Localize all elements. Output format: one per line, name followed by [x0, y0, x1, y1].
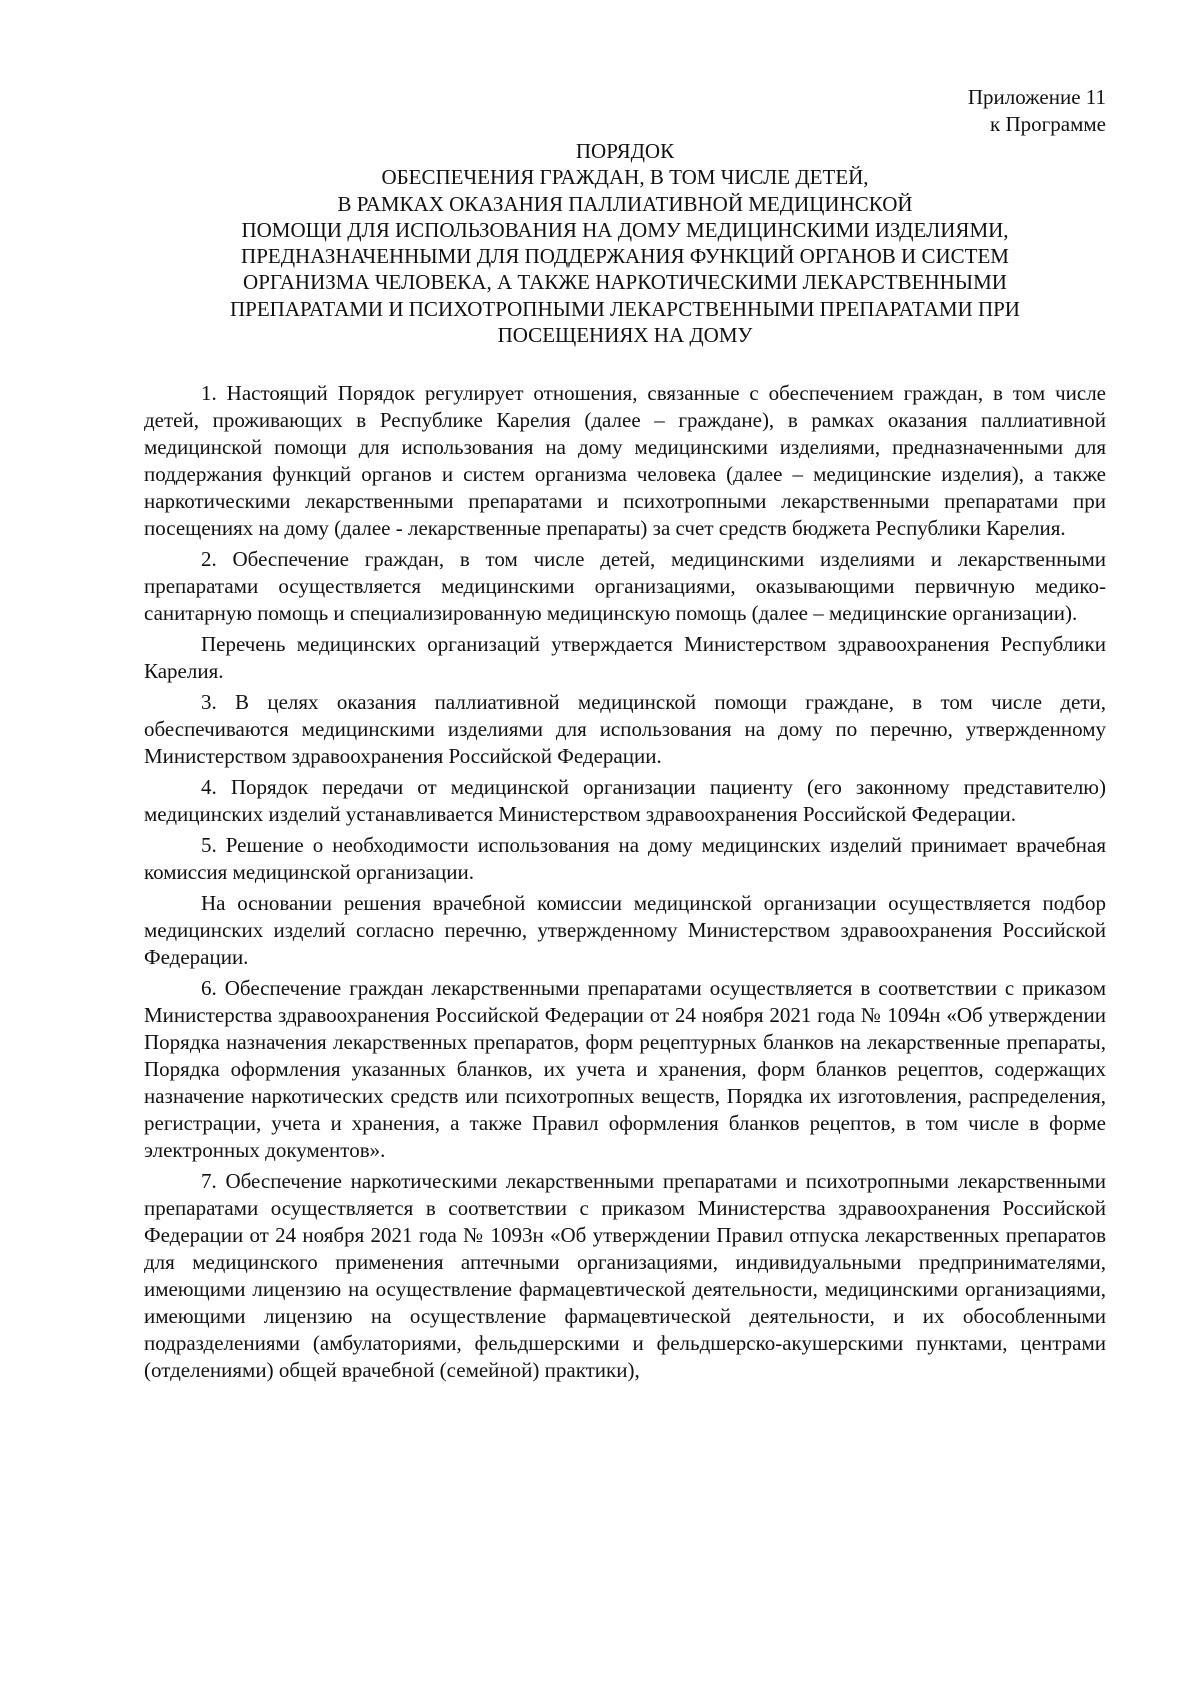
- title-line: ПОСЕЩЕНИЯХ НА ДОМУ: [497, 323, 753, 348]
- document-title: [144, 138, 1106, 348]
- document-page: [144, 84, 1106, 1384]
- paragraph-5-continuation: На основании решения врачебной комиссии медицинской организации осуществляется подбор медицинских изделий согласно перечню, утвержденному Министерством здравоохранения Российской Федерации.: [144, 891, 1106, 970]
- appendix-number: Приложение 11: [967, 85, 1106, 109]
- title-line: ПОМОЩИ ДЛЯ ИСПОЛЬЗОВАНИЯ НА ДОМУ МЕДИЦИНСКИМИ ИЗДЕЛИЯМИ,: [241, 217, 1009, 242]
- document-body: [144, 380, 1106, 1384]
- paragraph-5: 5. Решение о необходимости использования на дому медицинских изделий принимает врачебная комиссия медицинской организации.: [144, 833, 1106, 885]
- title-line: ОБЕСПЕЧЕНИЯ ГРАЖДАН, В ТОМ ЧИСЛЕ ДЕТЕЙ,: [381, 165, 869, 190]
- title-line: ПОРЯДОК: [575, 139, 675, 163]
- appendix-note: [144, 84, 1106, 138]
- paragraph-4: 4. Порядок передачи от медицинской организации пациенту (его законному представителю) медицинских изделий устанавливается Министерством здравоохранения Российской Федерации.: [144, 775, 1106, 827]
- title-line: ПРЕДНАЗНАЧЕННЫМИ ДЛЯ ПОДДЕРЖАНИЯ ФУНКЦИЙ ОРГАНОВ И СИСТЕМ: [241, 244, 1009, 269]
- paragraph-1: 1. Настоящий Порядок регулирует отношения, связанные с обеспечением граждан, в том числе детей, проживающих в Республике Карелия (далее – граждане), в рамках оказания паллиативной медицинской помощи для использования на дому медицинскими изделиями, предназначенными для поддержания функций органов и систем организма человека (далее – медицинские изделия), а также наркотическими лекарственными препаратами и психотропными лекарственными препаратами при посещениях на дому (далее - лекарственные препараты) за счет средств бюджета Республики Карелия.: [144, 381, 1106, 541]
- paragraph-2-continuation: Перечень медицинских организаций утверждается Министерством здравоохранения Республики Карелия.: [144, 632, 1106, 684]
- paragraph-2: 2. Обеспечение граждан, в том числе детей, медицинскими изделиями и лекарственными препаратами осуществляется медицинскими организациями, оказывающими первичную медико-санитарную помощь и специализированную медицинскую помощь (далее – медицинские организации).: [144, 547, 1106, 626]
- paragraph-7: 7. Обеспечение наркотическими лекарственными препаратами и психотропными лекарственными препаратами осуществляется в соответствии с приказом Министерства здравоохранения Российской Федерации от 24 ноября 2021 года № 1093н «Об утверждении Правил отпуска лекарственных препаратов для медицинского применения аптечными организациями, индивидуальными предпринимателями, имеющими лицензию на осуществление фармацевтической деятельности, медицинскими организациями, имеющими лицензию на осуществление фармацевтической деятельности, и их обособленными подразделениями (амбулаториями, фельдшерскими и фельдшерско-акушерскими пунктами, центрами (отделениями) общей врачебной (семейной) практики),: [144, 1169, 1106, 1383]
- paragraph-3: 3. В целях оказания паллиативной медицинской помощи граждане, в том числе дети, обеспечиваются медицинскими изделиями для использования на дому по перечню, утвержденному Министерством здравоохранения Российской Федерации.: [144, 690, 1106, 769]
- title-line: ОРГАНИЗМА ЧЕЛОВЕКА, А ТАКЖЕ НАРКОТИЧЕСКИМИ ЛЕКАРСТВЕННЫМИ: [243, 270, 1007, 295]
- appendix-reference: к Программе: [990, 112, 1106, 136]
- paragraph-6: 6. Обеспечение граждан лекарственными препаратами осуществляется в соответствии с приказом Министерства здравоохранения Российской Федерации от 24 ноября 2021 года № 1094н «Об утверждении Порядка назначения лекарственных препаратов, форм рецептурных бланков на лекарственные препараты, Порядка оформления указанных бланков, их учета и хранения, форм бланков рецептов, содержащих назначение наркотических средств или психотропных веществ, Порядка их изготовления, распределения, регистрации, учета и хранения, а также Правил оформления бланков рецептов, в том числе в форме электронных документов».: [144, 976, 1106, 1163]
- title-line: В РАМКАХ ОКАЗАНИЯ ПАЛЛИАТИВНОЙ МЕДИЦИНСКОЙ: [337, 191, 913, 216]
- title-line: ПРЕПАРАТАМИ И ПСИХОТРОПНЫМИ ЛЕКАРСТВЕННЫМИ ПРЕПАРАТАМИ ПРИ: [230, 296, 1020, 321]
